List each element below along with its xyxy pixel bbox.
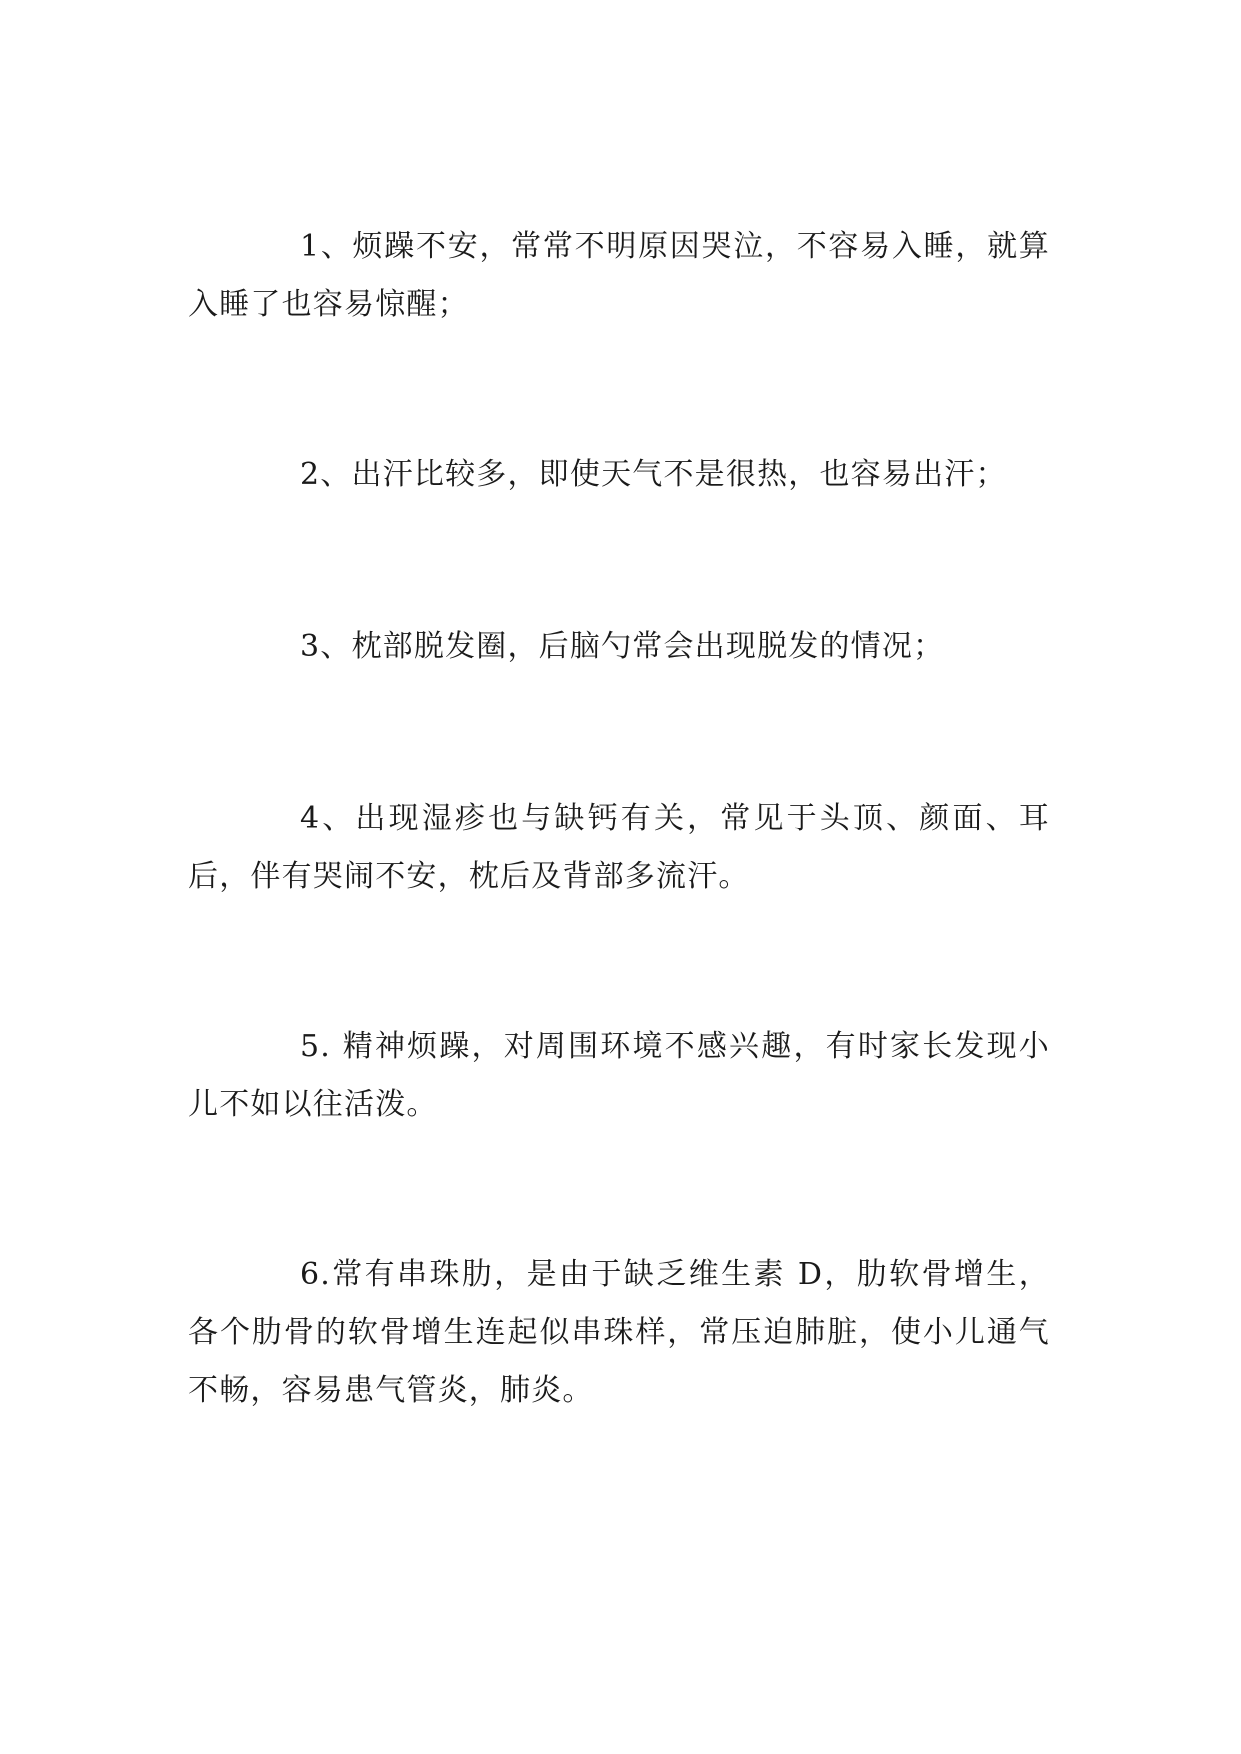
paragraph-mental-state: 5. 精神烦躁，对周围环境不感兴趣，有时家长发现小儿不如以往活泼。 [188, 1029, 1050, 1122]
paragraph-occipital-hair-loss: 3、枕部脱发圈，后脑勺常会出现脱发的情况； [300, 629, 945, 664]
paragraph-sweating: 2、出汗比较多，即使天气不是很热，也容易出汗； [300, 457, 1007, 492]
paragraph-eczema: 4、出现湿疹也与缺钙有关，常见于头顶、颜面、耳后，伴有哭闹不安，枕后及背部多流汗。 [188, 801, 1050, 894]
paragraph-rachitic-rosary: 6.常有串珠肋，是由于缺乏维生素 D，肋软骨增生，各个肋骨的软骨增生连起似串珠样，常压迫肺脏，使小儿通气不畅，容易患气管炎，肺炎。 [188, 1257, 1050, 1408]
paragraph-irritability-sleep: 1、烦躁不安，常常不明原因哭泣，不容易入睡，就算入睡了也容易惊醒； [188, 229, 1050, 322]
